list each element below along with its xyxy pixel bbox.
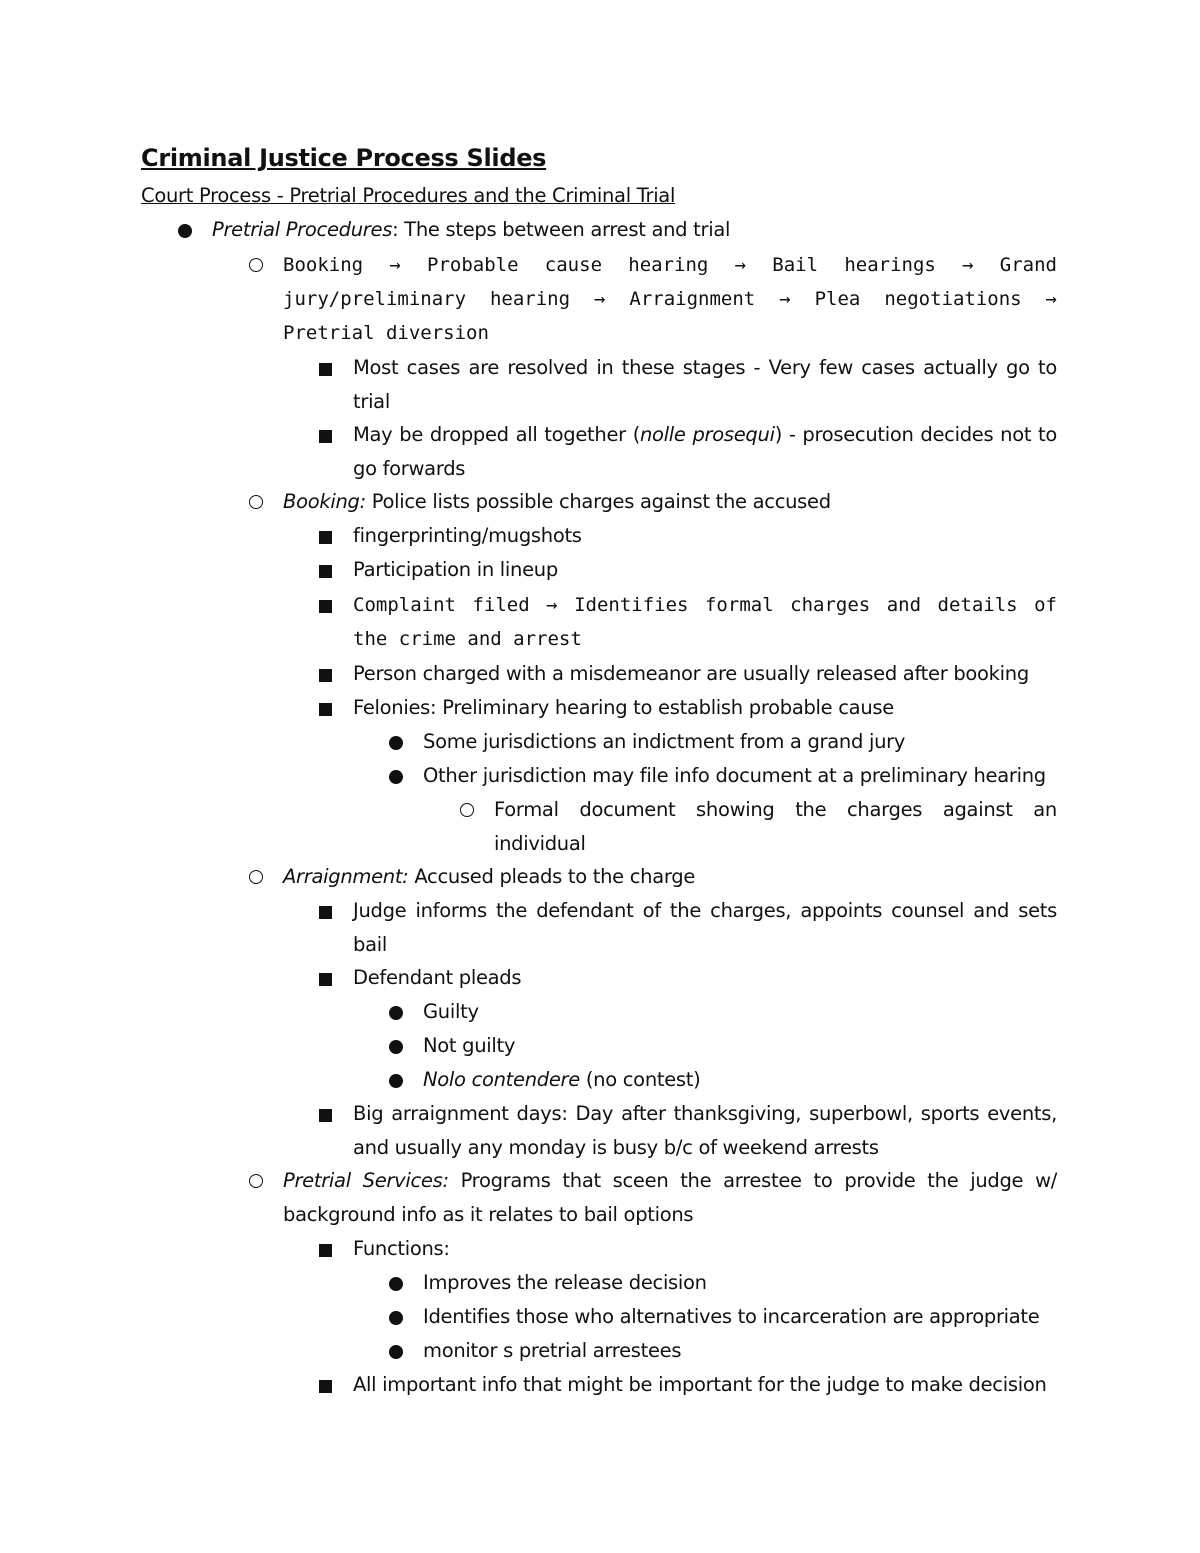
list-item	[423, 1300, 1057, 1334]
square-bullet-icon	[311, 1232, 341, 1266]
item-text: Complaint filed → Identifies formal charges and details of the crime and arrest	[353, 594, 1057, 650]
item-text: (no contest)	[579, 1068, 701, 1091]
square-bullet-icon	[311, 418, 341, 452]
filled-disc-bullet-icon	[381, 759, 411, 793]
list-item	[353, 351, 1057, 419]
item-text: Identifies those who alternatives to incarceration are appropriate	[423, 1305, 1040, 1328]
item-text: Other jurisdiction may file info document at a preliminary hearing	[423, 764, 1046, 787]
square-bullet-icon	[311, 961, 341, 995]
filled-disc-bullet-icon	[381, 1029, 411, 1063]
document-title: Criminal Justice Process Slides	[141, 144, 547, 172]
filled-disc-bullet-icon	[381, 1300, 411, 1334]
term: Pretrial Procedures	[212, 218, 393, 241]
item-text: Accused pleads to the charge	[408, 865, 696, 888]
hollow-circle-bullet-icon	[241, 1164, 271, 1198]
square-bullet-icon	[311, 691, 341, 725]
filled-disc-bullet-icon	[381, 1334, 411, 1368]
list-item	[353, 418, 1057, 486]
list-item	[283, 248, 1057, 350]
term: Booking:	[283, 490, 366, 513]
list-item	[423, 725, 1057, 759]
item-text: All important info that might be important for the judge to make decision	[353, 1373, 1047, 1396]
item-text: : The steps between arrest and trial	[392, 218, 731, 241]
list-item	[353, 519, 1057, 553]
square-bullet-icon	[311, 588, 341, 622]
item-text: Judge informs the defendant of the charges, appoints counsel and sets bail	[353, 899, 1057, 956]
item-text: Some jurisdictions an indictment from a grand jury	[423, 730, 906, 753]
item-text: Formal document showing the charges against an individual	[494, 798, 1057, 855]
term: nolle prosequi	[640, 423, 775, 446]
hollow-circle-bullet-icon	[241, 860, 271, 894]
list-item	[353, 691, 1057, 725]
list-item	[353, 1097, 1057, 1165]
term: Pretrial Services:	[283, 1169, 449, 1192]
item-text: Guilty	[423, 1000, 479, 1023]
item-text: monitor s pretrial arrestees	[423, 1339, 682, 1362]
term: Arraignment:	[283, 865, 409, 888]
square-bullet-icon	[311, 351, 341, 385]
list-item	[283, 860, 1057, 894]
square-bullet-icon	[311, 1097, 341, 1131]
list-item	[283, 1164, 1057, 1232]
list-item	[423, 759, 1057, 793]
filled-disc-bullet-icon	[381, 725, 411, 759]
term: Nolo contendere	[423, 1068, 580, 1091]
square-bullet-icon	[311, 894, 341, 928]
hollow-circle-bullet-icon	[241, 485, 271, 519]
filled-disc-bullet-icon	[381, 1063, 411, 1097]
list-item	[423, 995, 1057, 1029]
square-bullet-icon	[311, 657, 341, 691]
list-item	[353, 657, 1057, 691]
list-item	[353, 961, 1057, 995]
square-bullet-icon	[311, 519, 341, 553]
square-bullet-icon	[311, 553, 341, 587]
item-text: Participation in lineup	[353, 558, 558, 581]
filled-disc-bullet-icon	[381, 1266, 411, 1300]
list-item	[353, 553, 1057, 587]
item-text: Defendant pleads	[353, 966, 522, 989]
list-item	[353, 1232, 1057, 1266]
item-text: Improves the release decision	[423, 1271, 707, 1294]
list-item	[353, 894, 1057, 962]
list-item	[423, 1063, 1057, 1097]
filled-disc-bullet-icon	[381, 995, 411, 1029]
list-item	[423, 1266, 1057, 1300]
list-item	[212, 213, 1057, 247]
hollow-circle-bullet-icon	[452, 793, 482, 827]
item-text: Police lists possible charges against the accused	[365, 490, 831, 513]
item-text: Programs that sceen the arrestee to provide the judge w/ background info as it relates to bail options	[283, 1169, 1057, 1226]
list-item	[353, 1368, 1057, 1402]
item-text: Not guilty	[423, 1034, 516, 1057]
filled-disc-bullet-icon	[170, 213, 200, 247]
list-item	[494, 793, 1057, 861]
item-text: Big arraignment days: Day after thanksgiving, superbowl, sports events, and usually any monday is busy b/c of weekend arrests	[353, 1102, 1057, 1159]
item-text: Most cases are resolved in these stages - Very few cases actually go to trial	[353, 356, 1057, 413]
hollow-circle-bullet-icon	[241, 248, 271, 282]
list-item	[353, 588, 1057, 656]
section-heading: Court Process - Pretrial Procedures and the Criminal Trial	[141, 184, 676, 207]
item-text: fingerprinting/mugshots	[353, 524, 582, 547]
item-text: ) - prosecution decides not to go forwards	[353, 423, 1057, 480]
list-item	[283, 485, 1057, 519]
list-item	[423, 1334, 1057, 1368]
item-text: Felonies: Preliminary hearing to establish probable cause	[353, 696, 894, 719]
item-text: Functions:	[353, 1237, 450, 1260]
list-item	[423, 1029, 1057, 1063]
item-text: Booking → Probable cause hearing → Bail hearings → Grand jury/preliminary hearing → Arraignment → Plea negotiations → Pretrial diversion	[283, 254, 1057, 344]
item-text-prefix: May be dropped all together (	[353, 423, 640, 446]
square-bullet-icon	[311, 1368, 341, 1402]
item-text: Person charged with a misdemeanor are usually released after booking	[353, 662, 1029, 685]
